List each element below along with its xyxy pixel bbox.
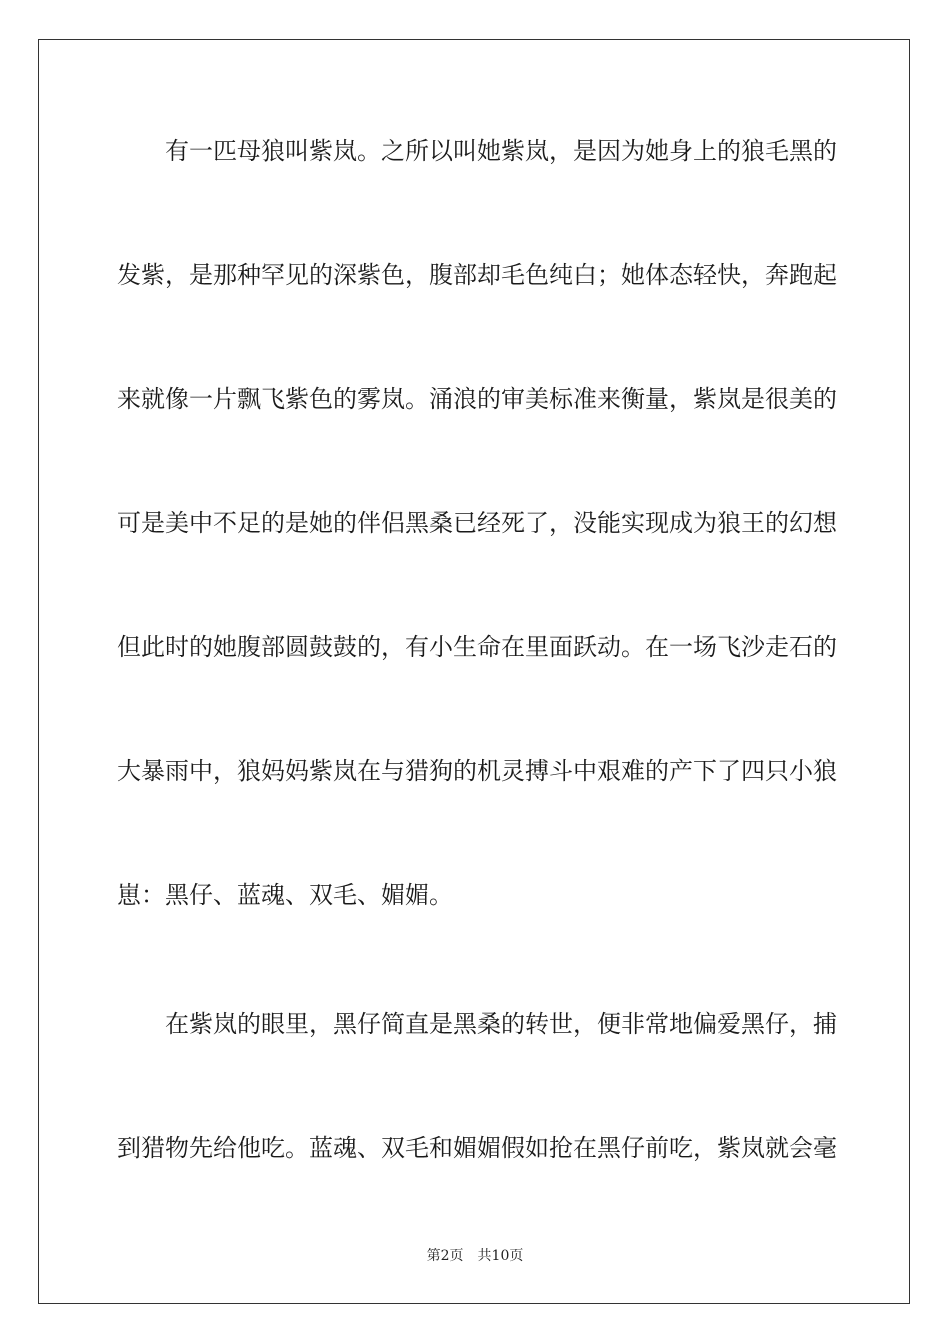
page-number: 第2页 — [426, 1248, 464, 1264]
paragraph-line-2: 发紫，是那种罕见的深紫色，腹部却毛色纯白；她体态轻快，奔跑起 — [117, 261, 837, 289]
paragraph-line-6: 大暴雨中，狼妈妈紫岚在与猎狗的机灵搏斗中艰难的产下了四只小狼 — [117, 757, 837, 785]
page-border — [38, 39, 910, 1304]
paragraph-line-8: 在紫岚的眼里，黑仔简直是黑桑的转世，便非常地偏爱黑仔，捕 — [165, 1010, 837, 1038]
paragraph-line-3: 来就像一片飘飞紫色的雾岚。涌浪的审美标准来衡量，紫岚是很美的 — [117, 385, 837, 413]
paragraph-line-1: 有一匹母狼叫紫岚。之所以叫她紫岚，是因为她身上的狼毛黑的 — [165, 137, 837, 165]
paragraph-line-4: 可是美中不足的是她的伴侣黑桑已经死了，没能实现成为狼王的幻想 — [117, 509, 837, 537]
page-footer — [0, 1246, 950, 1266]
total-pages: 共10页 — [477, 1248, 524, 1264]
paragraph-line-7: 崽：黑仔、蓝魂、双毛、媚媚。 — [117, 881, 453, 909]
paragraph-line-5: 但此时的她腹部圆鼓鼓的，有小生命在里面跃动。在一场飞沙走石的 — [117, 633, 837, 661]
paragraph-line-9: 到猎物先给他吃。蓝魂、双毛和媚媚假如抢在黑仔前吃，紫岚就会毫 — [117, 1134, 837, 1162]
